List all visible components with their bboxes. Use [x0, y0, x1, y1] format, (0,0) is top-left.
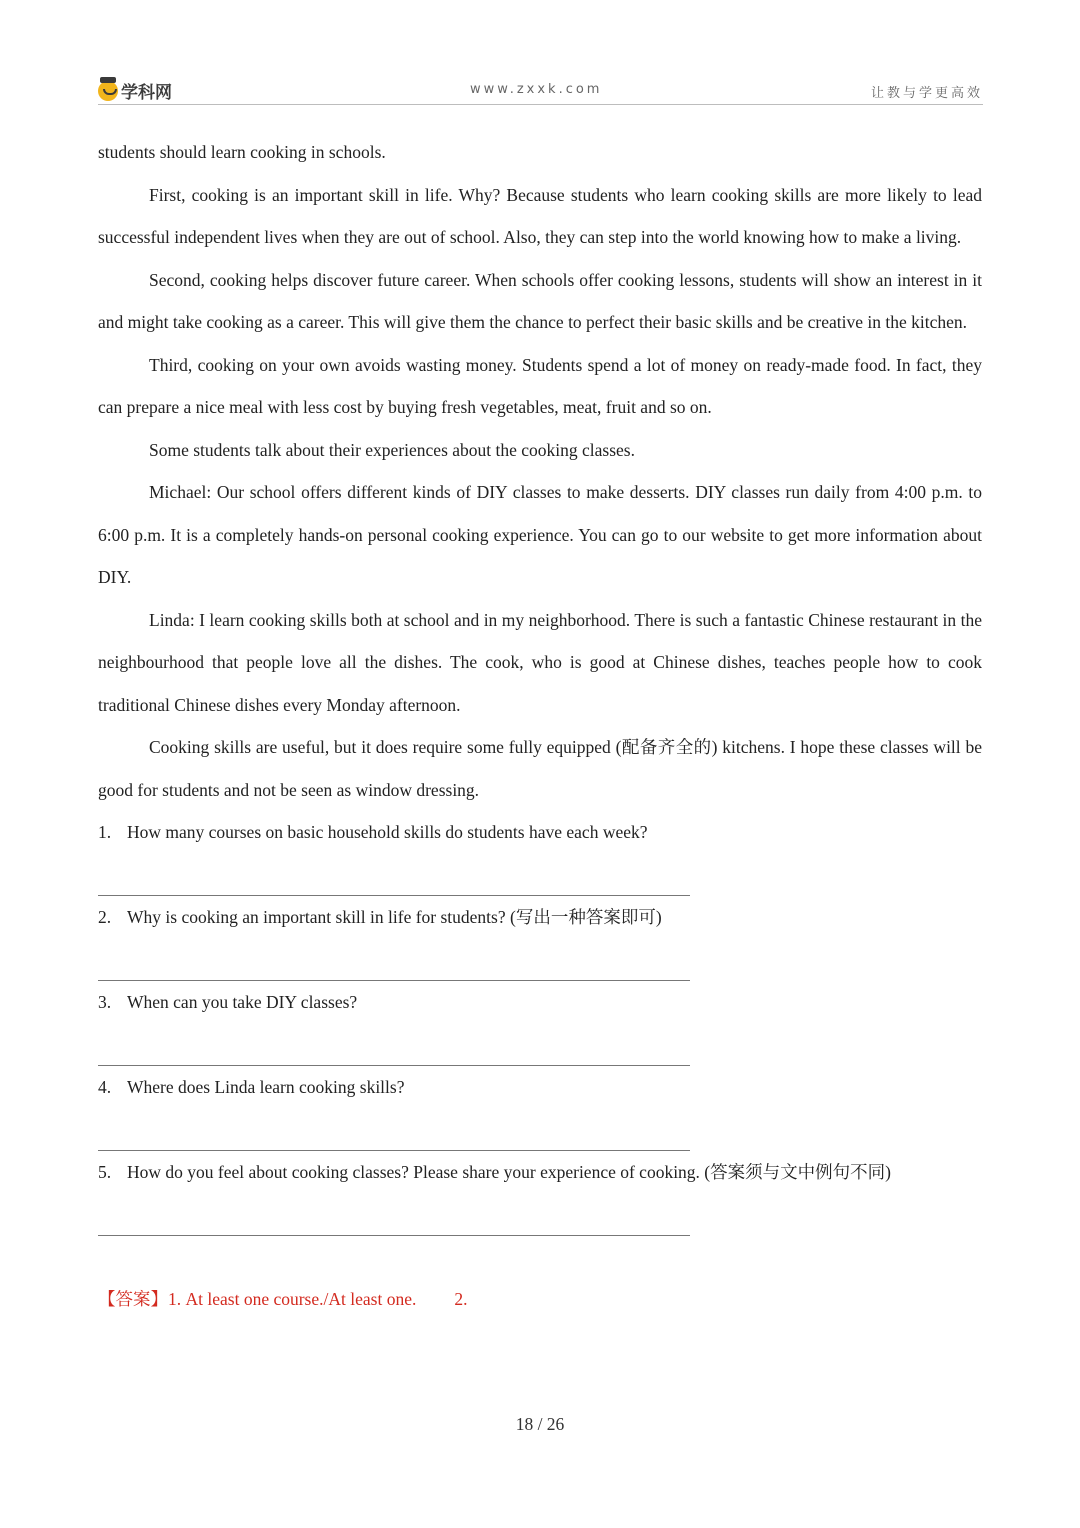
passage-paragraph: Linda: I learn cooking skills both at school and in my neighborhood. There is such a fantastic Chinese restaurant in the neighbourhood that people love all the dishes. The cook, who is good at Chinese dishes, teaches people how to cook traditional Chinese dishes every Monday afternoon. [98, 609, 982, 715]
question [98, 811, 982, 854]
answer-blank[interactable] [98, 1194, 690, 1237]
passage-paragraph: Some students talk about their experiences about the cooking classes. [149, 439, 635, 460]
question-text: How many courses on basic household skills do students have each week? [127, 822, 648, 842]
page-number: 18 / 26 [515, 1414, 565, 1434]
passage-paragraph: students should learn cooking in schools. [98, 142, 386, 162]
question [98, 1151, 982, 1194]
page-header [98, 74, 983, 105]
question-text: When can you take DIY classes? [127, 992, 358, 1012]
questions [98, 811, 982, 1236]
answer-1: 1. At least one course./At least one. [168, 1289, 417, 1309]
site-url: www.zxxk.com [470, 82, 603, 97]
question-number: 4. [98, 1077, 112, 1097]
question-text: Why is cooking an important skill in life for students? (写出一种答案即可) [127, 907, 662, 927]
question [98, 981, 982, 1024]
question-number: 5. [98, 1162, 112, 1182]
answer-2: 2. [454, 1289, 468, 1309]
answer-blank[interactable] [98, 1109, 690, 1152]
logo-icon [98, 81, 118, 101]
logo [98, 78, 172, 103]
passage-paragraph: Cooking skills are useful, but it does require some fully equipped (配备齐全的) kitchens. I hope these classes will be good for students and not be seen as window dressing. [98, 737, 982, 800]
question-number: 3. [98, 992, 112, 1012]
passage [98, 131, 982, 811]
passage-paragraph: Michael: Our school offers different kinds of DIY classes to make desserts. DIY classes run daily from 4:00 p.m. to 6:00 p.m. It is a completely hands-on personal cooking experience. You can go to our website to get more information about DIY. [98, 482, 982, 587]
answer-label: 【答案】 [98, 1289, 168, 1309]
answer-blank[interactable] [98, 1024, 690, 1067]
question [98, 896, 982, 939]
passage-paragraph: Third, cooking on your own avoids wasting money. Students spend a lot of money on ready-made food. In fact, they can prepare a nice meal with less cost by buying fresh vegetables, meat, fruit and so on. [98, 354, 982, 417]
passage-paragraph: First, cooking is an important skill in life. Why? Because students who learn cooking skills are more likely to lead successful independent lives when they are out of school. Also, they can step into the world knowing how to make a living. [98, 184, 982, 247]
question-number: 2. [98, 907, 112, 927]
document-body [98, 131, 982, 1321]
answer-blank[interactable] [98, 854, 690, 897]
question-number: 1. [98, 822, 112, 842]
question [98, 1066, 982, 1109]
question-text: How do you feel about cooking classes? Please share your experience of cooking. (答案须与文中例句不同) [127, 1162, 891, 1182]
passage-paragraph: Second, cooking helps discover future career. When schools offer cooking lessons, students will show an interest in it and might take cooking as a career. This will give them the chance to perfect their basic skills and be creative in the kitchen. [98, 269, 982, 332]
logo-text: 学科网 [121, 83, 172, 103]
answer-key [98, 1278, 982, 1321]
question-text: Where does Linda learn cooking skills? [127, 1077, 405, 1097]
answer-blank[interactable] [98, 939, 690, 982]
slogan: 让教与学更高效 [870, 86, 983, 101]
